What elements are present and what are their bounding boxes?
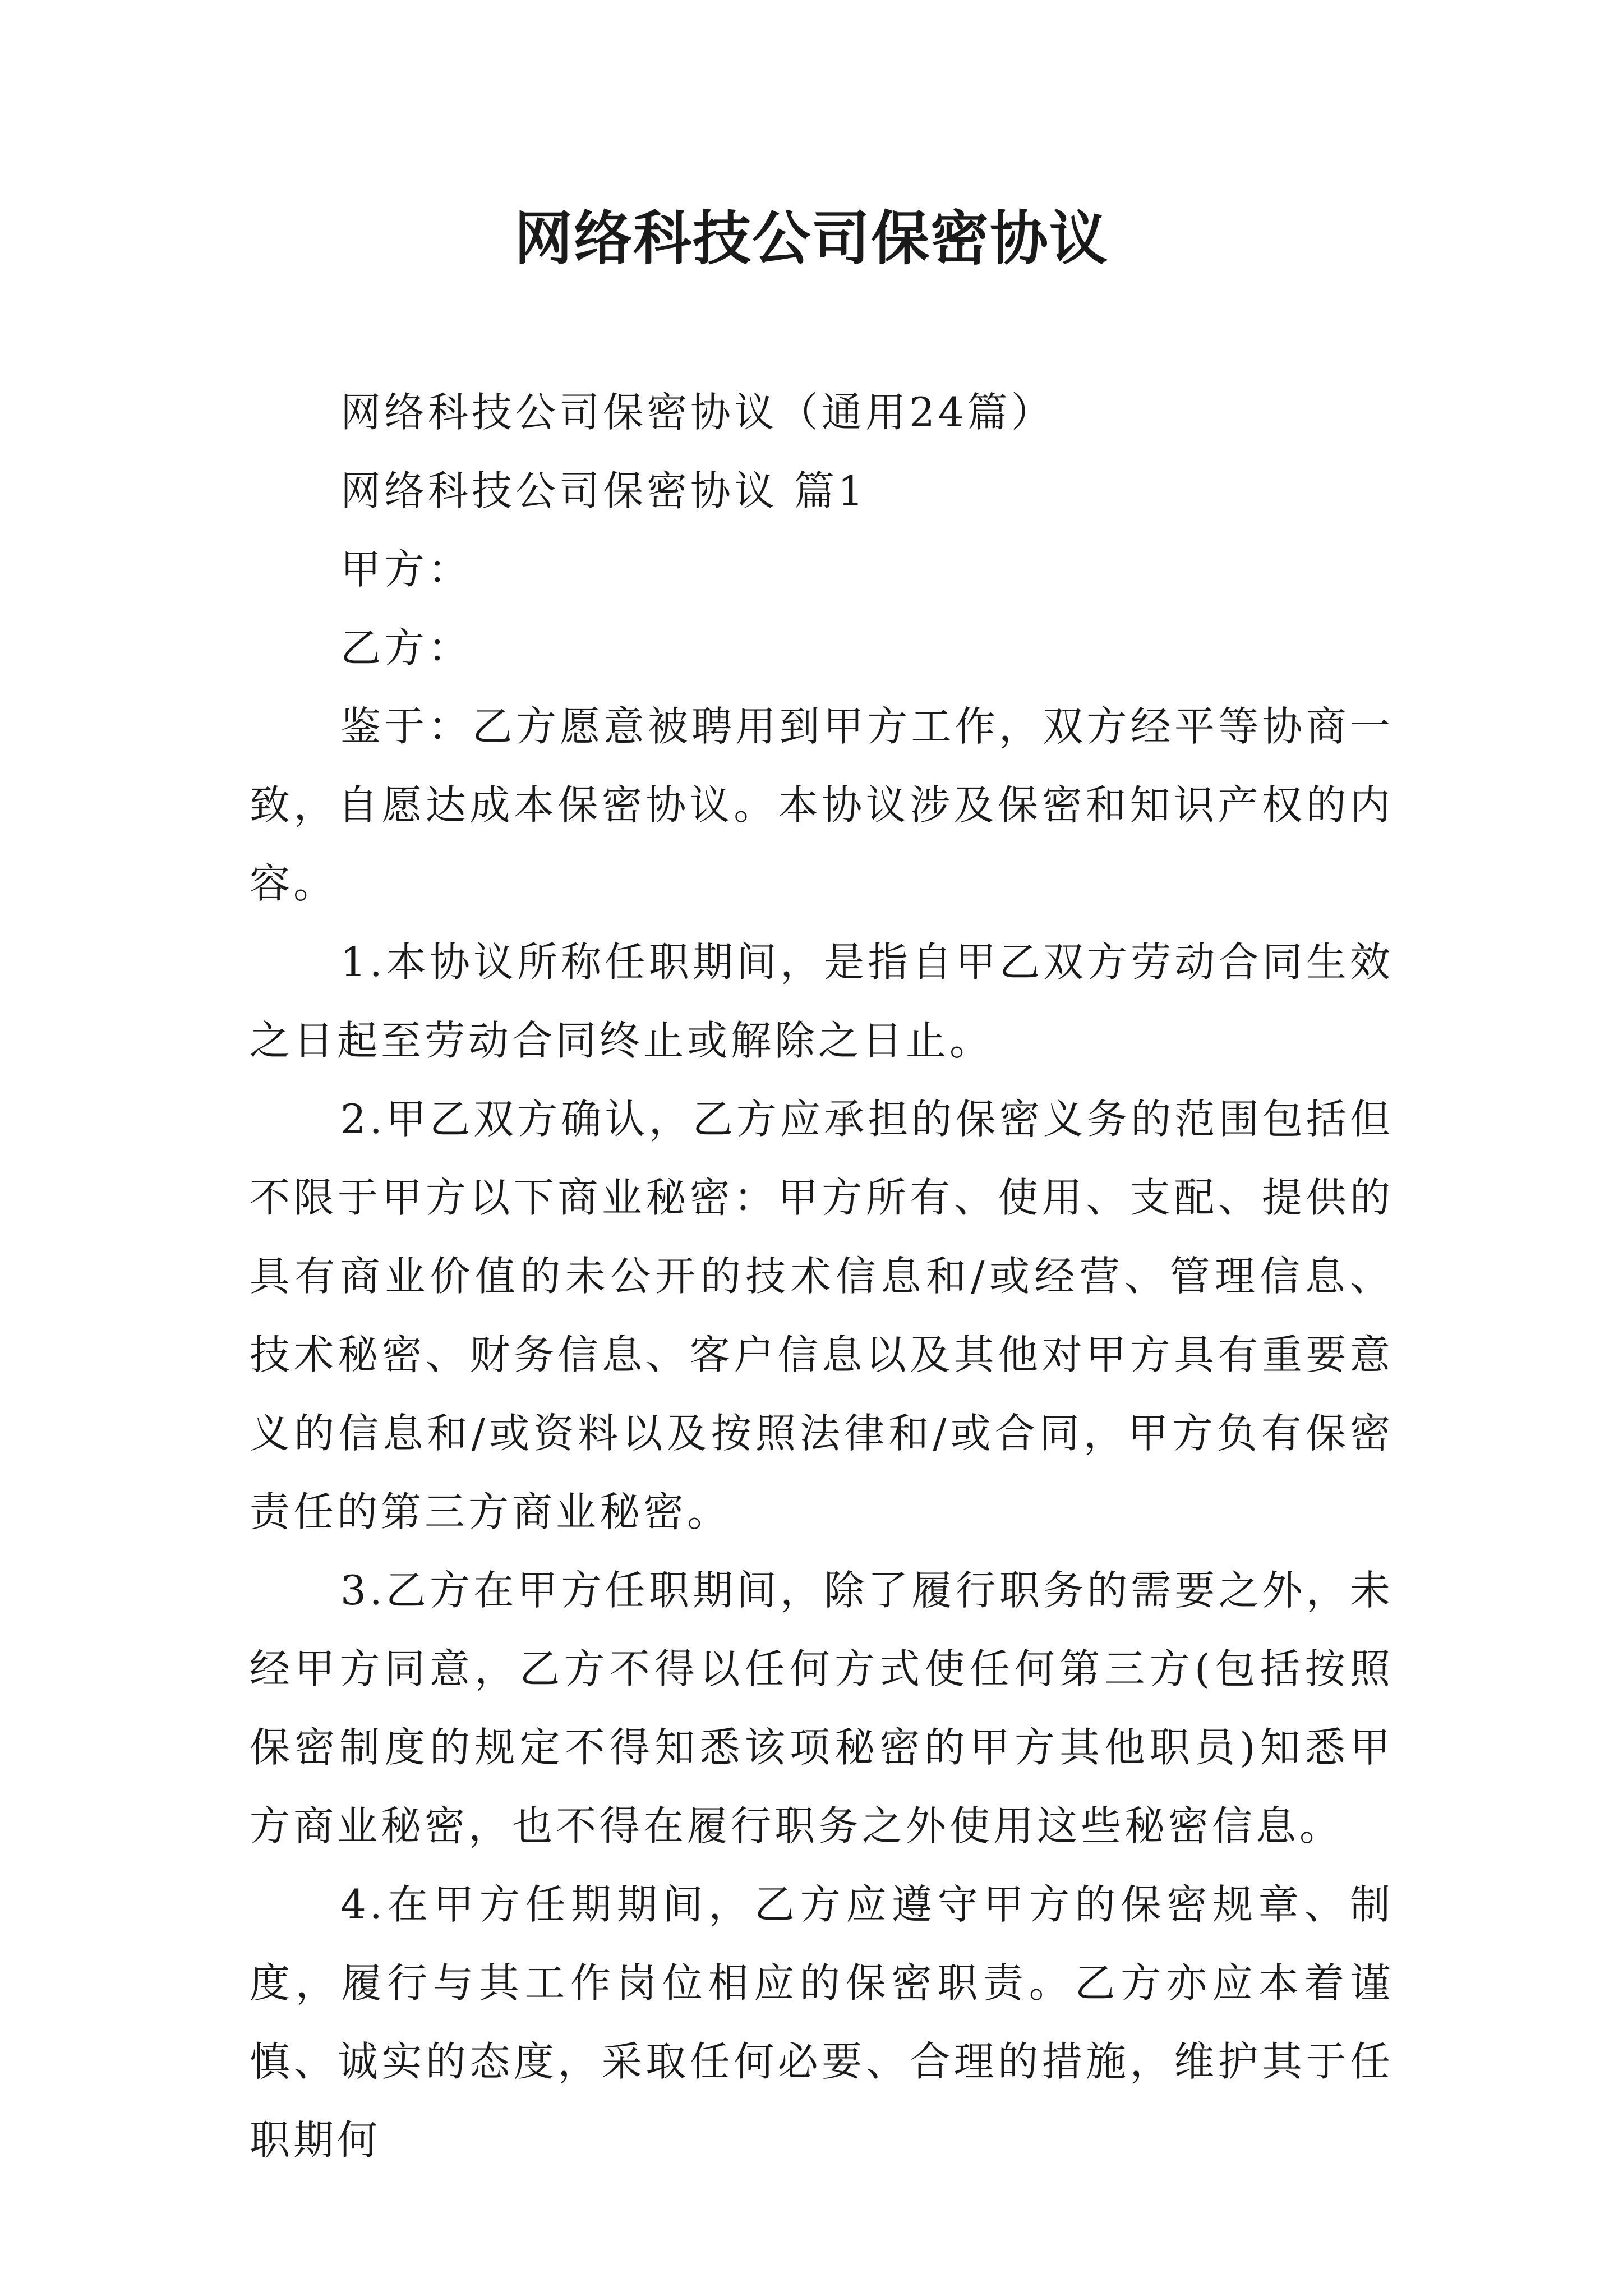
paragraph-clause-3: 3.乙方在甲方任职期间，除了履行职务的需要之外，未经甲方同意，乙方不得以任何方式使任何第三方(包括按照保密制度的规定不得知悉该项秘密的甲方其他职员)知悉甲方商业秘密，也不得在履行职务之外使用这些秘密信息。 bbox=[250, 1567, 1394, 1849]
paragraph-section-heading: 网络科技公司保密协议 篇1 bbox=[340, 467, 867, 514]
paragraph-clause-1: 1.本协议所称任职期间，是指自甲乙双方劳动合同生效之日起至劳动合同终止或解除之日止。 bbox=[250, 938, 1394, 1064]
paragraph-preamble: 鉴于：乙方愿意被聘用到甲方工作，双方经平等协商一致，自愿达成本保密协议。本协议涉及保密和知识产权的内容。 bbox=[250, 703, 1394, 907]
paragraph-party-b: 乙方： bbox=[340, 624, 472, 671]
paragraph-subtitle: 网络科技公司保密协议（通用24篇） bbox=[340, 389, 1055, 436]
document-title: 网络科技公司保密协议 bbox=[514, 204, 1109, 273]
document-body bbox=[250, 373, 1394, 2179]
paragraph-clause-4: 4.在甲方任期期间，乙方应遵守甲方的保密规章、制度，履行与其工作岗位相应的保密职责。乙方亦应本着谨慎、诚实的态度，采取任何必要、合理的措施，维护其于任职期何 bbox=[250, 1881, 1394, 2164]
paragraph-party-a: 甲方： bbox=[340, 546, 472, 593]
paragraph-clause-2: 2.甲乙双方确认，乙方应承担的保密义务的范围包括但不限于甲方以下商业秘密：甲方所有、使用、支配、提供的具有商业价值的未公开的技术信息和/或经营、管理信息、技术秘密、财务信息、客户信息以及其他对甲方具有重要意义的信息和/或资料以及按照法律和/或合同，甲方负有保密责任的第三方商业秘密。 bbox=[250, 1096, 1394, 1535]
